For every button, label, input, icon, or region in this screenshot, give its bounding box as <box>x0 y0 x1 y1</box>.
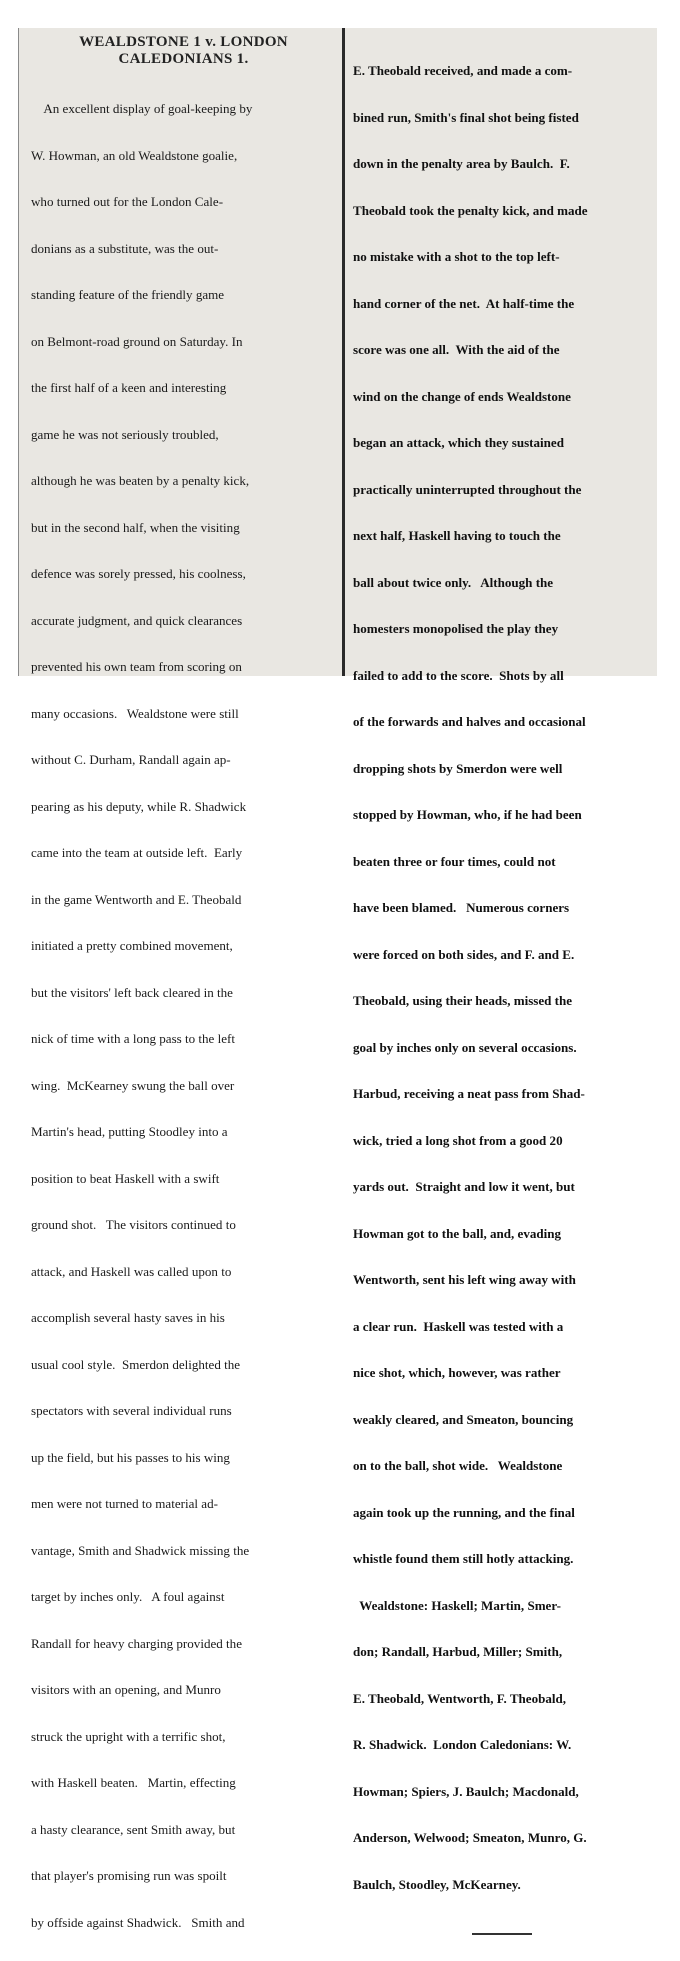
text-line: game he was not seriously troubled, <box>31 426 219 442</box>
text-line: in the game Wentworth and E. Theobald <box>31 891 242 907</box>
text-line: down in the penalty area by Baulch. F. <box>353 156 570 171</box>
text-line: Theobald, using their heads, missed the <box>353 993 573 1008</box>
text-line: came into the team at outside left. Early <box>31 845 243 860</box>
text-line: men were not turned to material ad- <box>31 1496 218 1511</box>
headline-line-1: WEALDSTONE 1 v. LONDON <box>79 34 288 50</box>
text-line: many occasions. Wealdstone were still <box>31 705 239 721</box>
text-line: bined run, Smith's final shot being fisted <box>353 109 579 125</box>
text-line: initiated a pretty combined movement, <box>31 938 233 953</box>
text-line: but in the second half, when the visiting <box>31 519 240 535</box>
text-line: whistle found them still hotly attacking. <box>353 1551 574 1566</box>
text-line: Wentworth, sent his left wing away with <box>353 1272 576 1287</box>
text-line: on to the ball, shot wide. Wealdstone <box>353 1458 563 1473</box>
text-line: visitors with an opening, and Munro <box>31 1682 221 1697</box>
text-line: vantage, Smith and Shadwick missing the <box>31 1542 250 1558</box>
text-line: that player's promising run was spoilt <box>31 1868 227 1883</box>
text-line: weakly cleared, and Smeaton, bouncing <box>353 1411 574 1427</box>
text-line: nice shot, which, however, was rather <box>353 1365 561 1380</box>
text-line: defence was sorely pressed, his coolness, <box>31 566 246 581</box>
text-line: Martin's head, putting Stoodley into a <box>31 1124 228 1139</box>
text-line: standing feature of the friendly game <box>31 287 225 302</box>
text-line: Theobald took the penalty kick, and made <box>353 202 588 218</box>
text-line: usual cool style. Smerdon delighted the <box>31 1356 241 1372</box>
text-line: Anderson, Welwood; Smeaton, Munro, G. <box>353 1830 587 1845</box>
newspaper-clipping <box>18 28 657 1930</box>
text-line: don; Randall, Harbud, Miller; Smith, <box>353 1644 563 1659</box>
text-line: E. Theobald, Wentworth, F. Theobald, <box>353 1690 567 1706</box>
text-line: up the field, but his passes to his wing <box>31 1449 230 1465</box>
text-line: again took up the running, and the final <box>353 1504 575 1520</box>
text-line: next half, Haskell having to touch the <box>353 528 561 543</box>
text-line: position to beat Haskell with a swift <box>31 1170 220 1186</box>
text-line: no mistake with a shot to the top left- <box>353 249 560 264</box>
text-line: the first half of a keen and interesting <box>31 380 227 395</box>
text-line: wing. McKearney swung the ball over <box>31 1077 235 1093</box>
text-line: score was one all. With the aid of the <box>353 342 560 357</box>
article-headline <box>31 34 336 68</box>
text-line: wind on the change of ends Wealdstone <box>353 388 571 404</box>
headline-line-2: CALEDONIANS 1. <box>118 51 249 67</box>
text-line: ground shot. The visitors continued to <box>31 1217 236 1232</box>
text-line: Randall for heavy charging provided the <box>31 1635 242 1651</box>
text-line: spectators with several individual runs <box>31 1403 232 1418</box>
text-line: Howman; Spiers, J. Baulch; Macdonald, <box>353 1783 579 1799</box>
text-line: a clear run. Haskell was tested with a <box>353 1318 564 1334</box>
text-line: prevented his own team from scoring on <box>31 659 242 674</box>
text-line: by offside against Shadwick. Smith and <box>31 1914 245 1930</box>
text-line: practically uninterrupted throughout the <box>353 481 582 497</box>
text-line: R. Shadwick. London Caledonians: W. <box>353 1737 572 1752</box>
text-line: Howman got to the ball, and, evading <box>353 1225 562 1241</box>
text-line: on Belmont-road ground on Saturday. In <box>31 333 243 349</box>
article-column-right <box>353 32 651 1935</box>
text-line: pearing as his deputy, while R. Shadwick <box>31 798 247 814</box>
text-line: yards out. Straight and low it went, but <box>353 1179 575 1194</box>
text-line: struck the upright with a terrific shot, <box>31 1728 226 1744</box>
text-line: a hasty clearance, sent Smith away, but <box>31 1821 236 1837</box>
text-line: W. Howman, an old Wealdstone goalie, <box>31 147 238 163</box>
right-column-text <box>353 32 651 1923</box>
text-line: Harbud, receiving a neat pass from Shad- <box>353 1086 585 1101</box>
text-line: dropping shots by Smerdon were well <box>353 760 563 776</box>
text-line: Wealdstone: Haskell; Martin, Smer- <box>353 1597 562 1613</box>
text-line: but the visitors' left back cleared in the <box>31 984 233 1000</box>
column-divider <box>342 28 345 676</box>
text-line: stopped by Howman, who, if he had been <box>353 807 582 822</box>
text-line: target by inches only. A foul against <box>31 1589 225 1604</box>
text-line: E. Theobald received, and made a com- <box>353 63 573 78</box>
text-line: failed to add to the score. Shots by all <box>353 667 564 683</box>
end-of-article-rule <box>472 1933 532 1935</box>
text-line: An excellent display of goal-keeping by <box>31 101 253 116</box>
text-line: donians as a substitute, was the out- <box>31 240 219 256</box>
text-line: goal by inches only on several occasions. <box>353 1039 577 1055</box>
text-line: ball about twice only. Although the <box>353 574 554 590</box>
text-line: have been blamed. Numerous corners <box>353 900 570 915</box>
text-line: attack, and Haskell was called upon to <box>31 1263 232 1279</box>
left-column-text <box>31 70 336 1961</box>
text-line: wick, tried a long shot from a good 20 <box>353 1132 563 1148</box>
text-line: accurate judgment, and quick clearances <box>31 612 243 628</box>
text-line: beaten three or four times, could not <box>353 853 556 869</box>
text-line: with Haskell beaten. Martin, effecting <box>31 1775 236 1790</box>
article-column-left <box>31 28 336 1961</box>
text-line: homesters monopolised the play they <box>353 621 559 636</box>
text-line: who turned out for the London Cale- <box>31 194 224 209</box>
text-line: nick of time with a long pass to the left <box>31 1031 235 1046</box>
text-line: without C. Durham, Randall again ap- <box>31 752 231 767</box>
text-line: began an attack, which they sustained <box>353 435 564 450</box>
text-line: although he was beaten by a penalty kick, <box>31 473 250 488</box>
text-line: hand corner of the net. At half-time the <box>353 295 575 311</box>
text-line: accomplish several hasty saves in his <box>31 1310 225 1325</box>
text-line: of the forwards and halves and occasional <box>353 714 586 729</box>
text-line: Baulch, Stoodley, McKearney. <box>353 1876 521 1892</box>
text-line: were forced on both sides, and F. and E. <box>353 946 575 962</box>
